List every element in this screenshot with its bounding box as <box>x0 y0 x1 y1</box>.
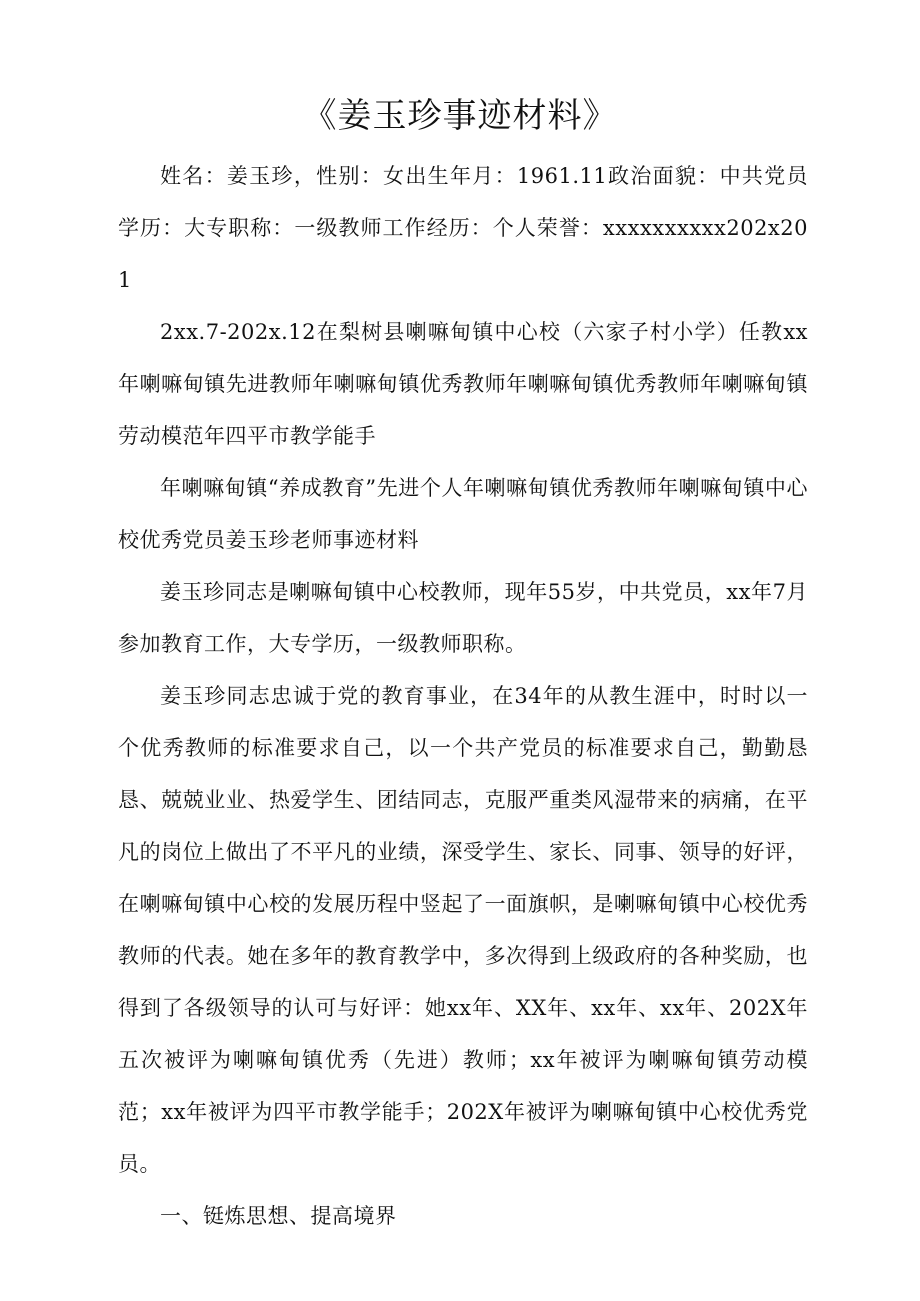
document-title: 《姜玉珍事迹材料》 <box>302 96 618 136</box>
section-heading: 一、铤炼思想、提高境界 <box>160 1204 397 1228</box>
paragraph-work-history: 2xx.7-202x.12在梨树县喇嘛甸镇中心校（六家子村小学）任教xx年喇嘛甸镇先进教师年喇嘛甸镇优秀教师年喇嘛甸镇优秀教师年喇嘛甸镇劳动模范年四平市教学能手 <box>118 320 808 448</box>
paragraph-achievements: 姜玉珍同志忠诚于党的教育事业，在34年的从教生涯中，时时以一个优秀教师的标准要求自己，以一个共产党员的标准要求自己，勤勤恳恳、兢兢业业、热爱学生、团结同志，克服严重类风湿带来的病痛，在平凡的岗位上做出了不平凡的业绩，深受学生、家长、同事、领导的好评，在喇嘛甸镇中心校的发展历程中竖起了一面旗帜，是喇嘛甸镇中心校优秀教师的代表。她在多年的教育教学中，多次得到上级政府的各种奖励，也得到了各级领导的认可与好评：她xx年、XX年、xx年、xx年、202X年五次被评为喇嘛甸镇优秀（先进）教师；xx年被评为喇嘛甸镇劳动模范；xx年被评为四平市教学能手；202X年被评为喇嘛甸镇中心校优秀党员。 <box>118 684 808 1176</box>
paragraph-honors: 年喇嘛甸镇“养成教育”先进个人年喇嘛甸镇优秀教师年喇嘛甸镇中心校优秀党员姜玉珍老师事迹材料 <box>118 476 808 552</box>
paragraph-introduction: 姜玉珍同志是喇嘛甸镇中心校教师，现年55岁，中共党员，xx年7月参加教育工作，大专学历，一级教师职称。 <box>118 580 808 656</box>
paragraph-personal-info: 姓名：姜玉珍，性别：女出生年月：1961.11政治面貌：中共党员学历：大专职称：一级教师工作经历：个人荣誉：xxxxxxxxxx202x201 <box>118 164 808 292</box>
document-body <box>118 150 808 1242</box>
